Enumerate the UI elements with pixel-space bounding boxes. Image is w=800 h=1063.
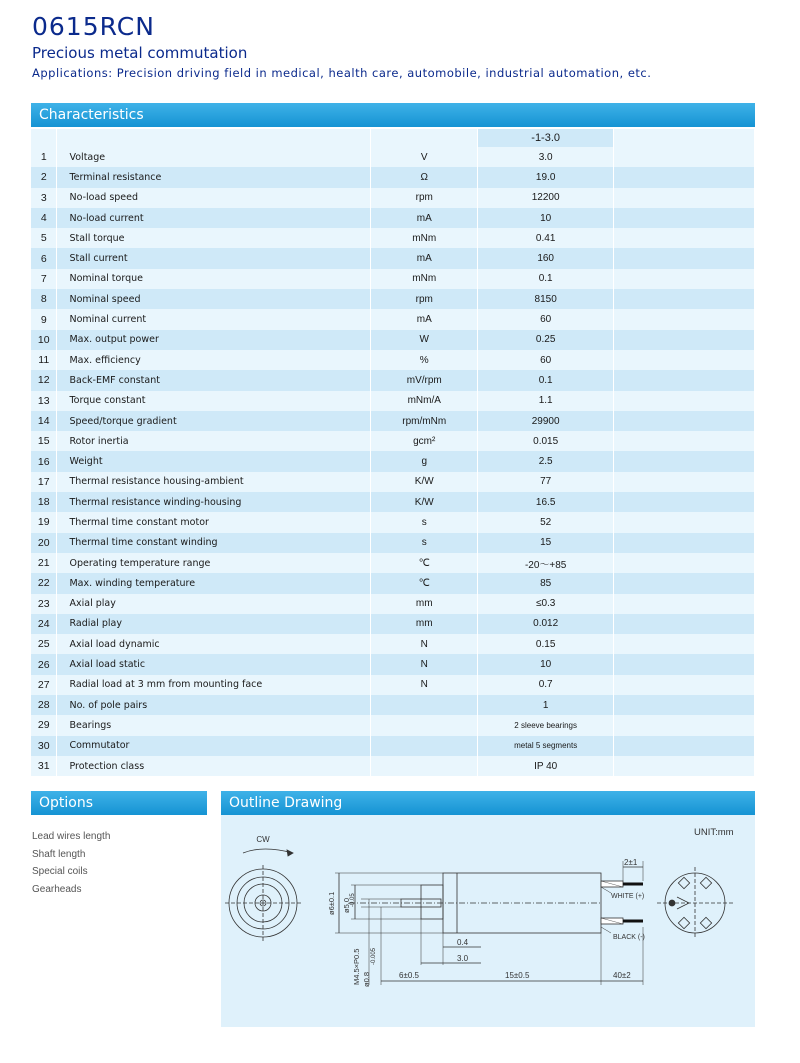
- unit-cell: mV/rpm: [371, 370, 478, 390]
- row-number: 2: [31, 167, 57, 187]
- unit-cell: Ω: [371, 167, 478, 187]
- option-item: Special coils: [32, 866, 88, 877]
- value-cell: 60: [478, 309, 614, 329]
- table-row: [31, 350, 755, 370]
- table-row: [31, 634, 755, 654]
- value-cell: 0.25: [478, 330, 614, 350]
- table-row: [31, 715, 755, 735]
- row-number: 13: [31, 391, 57, 411]
- table-row: [31, 411, 755, 431]
- value-cell: 0.41: [478, 228, 614, 248]
- row-number: 5: [31, 228, 57, 248]
- parameter-name: Thermal time constant winding: [57, 533, 371, 553]
- parameter-name: Back-EMF constant: [57, 370, 371, 390]
- option-item: Shaft length: [32, 848, 86, 860]
- model-subtitle: Precious metal commutation: [32, 44, 248, 62]
- dim-shaft-dia-tol: -0.05: [350, 893, 356, 907]
- parameter-name: Axial load dynamic: [57, 634, 371, 654]
- blank-cell: [614, 512, 755, 532]
- blank-cell: [614, 594, 755, 614]
- unit-cell: W: [371, 330, 478, 350]
- rotation-arrow-icon: [287, 850, 293, 856]
- parameter-name: Weight: [57, 451, 371, 471]
- unit-cell: mNm: [371, 269, 478, 289]
- table-row: [31, 330, 755, 350]
- characteristics-header: Characteristics: [31, 103, 755, 127]
- blank-cell: [614, 248, 755, 268]
- row-number: 14: [31, 411, 57, 431]
- table-row: [31, 147, 755, 167]
- option-item: Gearheads: [32, 883, 82, 895]
- value-cell: IP 40: [478, 756, 614, 776]
- table-row: [31, 695, 755, 715]
- value-cell: 29900: [478, 411, 614, 431]
- dim-shaft-dia2: ø0.8: [362, 971, 371, 987]
- value-cell: 1.1: [478, 391, 614, 411]
- unit-cell: rpm: [371, 188, 478, 208]
- unit-cell: mA: [371, 208, 478, 228]
- rotation-label: CW: [256, 835, 270, 844]
- blank-cell: [614, 228, 755, 248]
- value-cell: 15: [478, 533, 614, 553]
- unit-cell: [371, 695, 478, 715]
- table-header-row: [31, 129, 755, 147]
- outline-drawing: [221, 815, 755, 1027]
- applications-text: Applications: Precision driving field in medical, health care, automobile, industrial automation, etc.: [32, 66, 652, 80]
- parameter-name: No-load speed: [57, 188, 371, 208]
- unit-cell: s: [371, 533, 478, 553]
- option-item: Lead wires length: [32, 831, 111, 842]
- table-row: [31, 431, 755, 451]
- blank-cell: [614, 391, 755, 411]
- blank-cell: [614, 573, 755, 593]
- blank-cell: [614, 330, 755, 350]
- variant-label: -1-3.0: [478, 129, 614, 147]
- table-row: [31, 391, 755, 411]
- row-number: 30: [31, 736, 57, 756]
- dim-6: 6±0.5: [399, 971, 419, 980]
- dim-shaft-dia2-tol: -0.005: [371, 947, 377, 965]
- header-cell-param: [57, 129, 371, 147]
- blank-cell: [614, 533, 755, 553]
- unit-cell: s: [371, 512, 478, 532]
- header-cell-unit: [371, 129, 478, 147]
- table-row: [31, 492, 755, 512]
- parameter-name: Bearings: [57, 715, 371, 735]
- row-number: 21: [31, 553, 57, 573]
- table-row: [31, 614, 755, 634]
- unit-cell: rpm/mNm: [371, 411, 478, 431]
- unit-cell: mA: [371, 309, 478, 329]
- table-row: [31, 451, 755, 471]
- parameter-name: Max. winding temperature: [57, 573, 371, 593]
- dim-04: 0.4: [457, 938, 469, 947]
- parameter-name: Torque constant: [57, 391, 371, 411]
- table-row: [31, 248, 755, 268]
- table-row: [31, 573, 755, 593]
- unit-cell: N: [371, 634, 478, 654]
- row-number: 26: [31, 654, 57, 674]
- table-row: [31, 736, 755, 756]
- unit-cell: K/W: [371, 472, 478, 492]
- blank-cell: [614, 167, 755, 187]
- row-number: 3: [31, 188, 57, 208]
- value-cell: 1: [478, 695, 614, 715]
- value-cell: 0.1: [478, 269, 614, 289]
- front-view: [225, 835, 301, 941]
- dim-40: 40±2: [613, 971, 631, 980]
- value-cell: 0.012: [478, 614, 614, 634]
- parameter-name: No. of pole pairs: [57, 695, 371, 715]
- row-number: 22: [31, 573, 57, 593]
- value-cell: 52: [478, 512, 614, 532]
- blank-cell: [614, 451, 755, 471]
- blank-cell: [614, 715, 755, 735]
- header-cell-blank: [614, 129, 755, 147]
- unit-cell: mNm/A: [371, 391, 478, 411]
- row-number: 25: [31, 634, 57, 654]
- blank-cell: [614, 289, 755, 309]
- row-number: 9: [31, 309, 57, 329]
- blank-cell: [614, 370, 755, 390]
- side-view: [327, 858, 645, 987]
- unit-cell: N: [371, 654, 478, 674]
- row-number: 10: [31, 330, 57, 350]
- row-number: 23: [31, 594, 57, 614]
- value-cell: 0.015: [478, 431, 614, 451]
- blank-cell: [614, 350, 755, 370]
- row-number: 4: [31, 208, 57, 228]
- value-cell: 0.7: [478, 675, 614, 695]
- table-row: [31, 188, 755, 208]
- dim-30: 3.0: [457, 954, 469, 963]
- parameter-name: No-load current: [57, 208, 371, 228]
- options-header: Options: [31, 791, 207, 815]
- unit-cell: rpm: [371, 289, 478, 309]
- unit-cell: mm: [371, 614, 478, 634]
- value-cell: 160: [478, 248, 614, 268]
- dim-thread: M4.5×P0.5: [352, 948, 361, 985]
- row-number: 31: [31, 756, 57, 776]
- blank-cell: [614, 208, 755, 228]
- unit-cell: %: [371, 350, 478, 370]
- unit-cell: [371, 715, 478, 735]
- row-number: 7: [31, 269, 57, 289]
- unit-cell: [371, 756, 478, 776]
- value-cell: ≤0.3: [478, 594, 614, 614]
- unit-cell: ℃: [371, 573, 478, 593]
- blank-cell: [614, 634, 755, 654]
- row-number: 24: [31, 614, 57, 634]
- value-cell: 85: [478, 573, 614, 593]
- row-number: 6: [31, 248, 57, 268]
- dim-housing-dia: ø6±0.1: [327, 891, 336, 915]
- table-row: [31, 228, 755, 248]
- value-cell: 16.5: [478, 492, 614, 512]
- blank-cell: [614, 654, 755, 674]
- parameter-name: Speed/torque gradient: [57, 411, 371, 431]
- blank-cell: [614, 411, 755, 431]
- lead-wire-black: [601, 918, 643, 924]
- white-wire-label: WHITE (+): [611, 893, 645, 900]
- table-row: [31, 675, 755, 695]
- row-number: 12: [31, 370, 57, 390]
- table-row: [31, 512, 755, 532]
- blank-cell: [614, 695, 755, 715]
- options-list: [32, 828, 110, 898]
- value-cell: 0.15: [478, 634, 614, 654]
- parameter-name: Thermal time constant motor: [57, 512, 371, 532]
- parameter-name: Protection class: [57, 756, 371, 776]
- parameter-name: Nominal speed: [57, 289, 371, 309]
- unit-cell: N: [371, 675, 478, 695]
- table-row: [31, 370, 755, 390]
- row-number: 15: [31, 431, 57, 451]
- parameter-name: Thermal resistance housing-ambient: [57, 472, 371, 492]
- unit-cell: mm: [371, 594, 478, 614]
- parameter-name: Nominal torque: [57, 269, 371, 289]
- unit-label: UNIT:mm: [694, 827, 734, 838]
- parameter-name: Stall current: [57, 248, 371, 268]
- table-row: [31, 654, 755, 674]
- value-cell: metal 5 segments: [478, 736, 614, 756]
- blank-cell: [614, 269, 755, 289]
- rear-view: [657, 867, 733, 939]
- row-number: 17: [31, 472, 57, 492]
- row-number: 11: [31, 350, 57, 370]
- blank-cell: [614, 188, 755, 208]
- parameter-name: Radial load at 3 mm from mounting face: [57, 675, 371, 695]
- lead-wire-white: [601, 881, 643, 887]
- table-row: [31, 167, 755, 187]
- unit-cell: gcm²: [371, 431, 478, 451]
- parameter-name: Operating temperature range: [57, 553, 371, 573]
- parameter-name: Max. efficiency: [57, 350, 371, 370]
- parameter-name: Nominal current: [57, 309, 371, 329]
- characteristics-table: [31, 129, 755, 776]
- row-number: 29: [31, 715, 57, 735]
- dim-15: 15±0.5: [505, 971, 530, 980]
- value-cell: 10: [478, 654, 614, 674]
- row-number: 16: [31, 451, 57, 471]
- parameter-name: Commutator: [57, 736, 371, 756]
- table-row: [31, 594, 755, 614]
- parameter-name: Rotor inertia: [57, 431, 371, 451]
- row-number: 18: [31, 492, 57, 512]
- header-cell-no: [31, 129, 57, 147]
- black-wire-label: BLACK (-): [613, 934, 645, 941]
- value-cell: 8150: [478, 289, 614, 309]
- blank-cell: [614, 147, 755, 167]
- table-row: [31, 533, 755, 553]
- value-cell: 10: [478, 208, 614, 228]
- value-cell: 60: [478, 350, 614, 370]
- blank-cell: [614, 756, 755, 776]
- blank-cell: [614, 309, 755, 329]
- unit-cell: [371, 736, 478, 756]
- value-cell: 2 sleeve bearings: [478, 715, 614, 735]
- unit-cell: mNm: [371, 228, 478, 248]
- blank-cell: [614, 675, 755, 695]
- unit-cell: mA: [371, 248, 478, 268]
- parameter-name: Max. output power: [57, 330, 371, 350]
- unit-cell: g: [371, 451, 478, 471]
- row-number: 8: [31, 289, 57, 309]
- parameter-name: Axial load static: [57, 654, 371, 674]
- table-row: [31, 553, 755, 573]
- table-row: [31, 269, 755, 289]
- outline-drawing-header: Outline Drawing: [221, 791, 755, 815]
- blank-cell: [614, 736, 755, 756]
- table-row: [31, 208, 755, 228]
- blank-cell: [614, 553, 755, 573]
- row-number: 20: [31, 533, 57, 553]
- row-number: 28: [31, 695, 57, 715]
- table-row: [31, 756, 755, 776]
- parameter-name: Voltage: [57, 147, 371, 167]
- unit-cell: ℃: [371, 553, 478, 573]
- value-cell: 77: [478, 472, 614, 492]
- table-row: [31, 309, 755, 329]
- blank-cell: [614, 492, 755, 512]
- row-number: 1: [31, 147, 57, 167]
- value-cell: 0.1: [478, 370, 614, 390]
- parameter-name: Terminal resistance: [57, 167, 371, 187]
- parameter-name: Axial play: [57, 594, 371, 614]
- parameter-name: Radial play: [57, 614, 371, 634]
- table-row: [31, 289, 755, 309]
- unit-cell: V: [371, 147, 478, 167]
- value-cell: -20～+85: [478, 553, 614, 573]
- dim-shaft-dia-top: ø5.0: [342, 897, 351, 913]
- row-number: 27: [31, 675, 57, 695]
- value-cell: 2.5: [478, 451, 614, 471]
- parameter-name: Thermal resistance winding-housing: [57, 492, 371, 512]
- table-row: [31, 472, 755, 492]
- model-title: 0615RCN: [32, 12, 155, 41]
- dim-lead-offset: 2±1: [624, 858, 638, 867]
- value-cell: 19.0: [478, 167, 614, 187]
- unit-cell: K/W: [371, 492, 478, 512]
- row-number: 19: [31, 512, 57, 532]
- value-cell: 3.0: [478, 147, 614, 167]
- blank-cell: [614, 614, 755, 634]
- blank-cell: [614, 472, 755, 492]
- value-cell: 12200: [478, 188, 614, 208]
- parameter-name: Stall torque: [57, 228, 371, 248]
- blank-cell: [614, 431, 755, 451]
